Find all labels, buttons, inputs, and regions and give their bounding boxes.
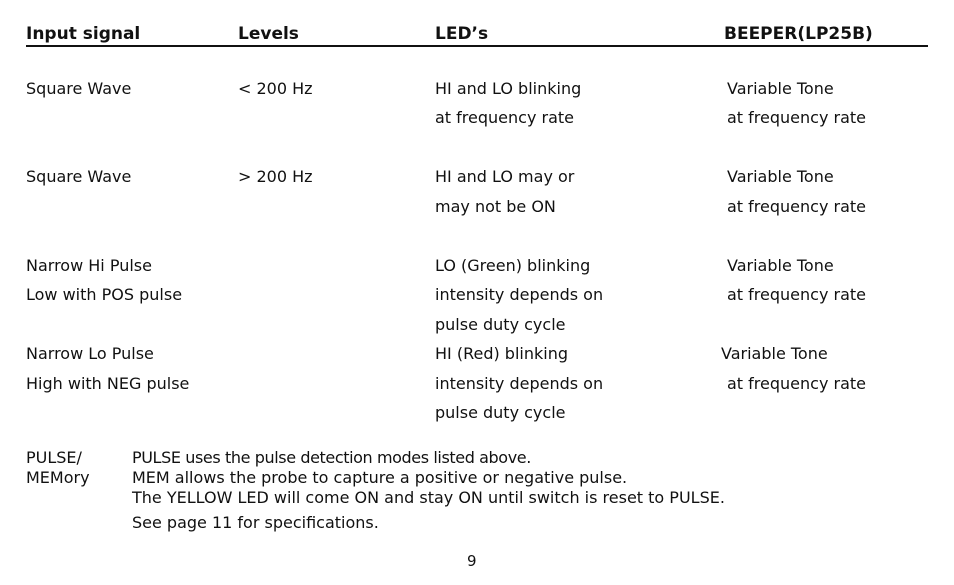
- row1-level: < 200 Hz: [238, 79, 313, 98]
- header-levels: Levels: [238, 24, 299, 44]
- notes-label-line1: PULSE/: [26, 448, 82, 467]
- row1-led-line2: at frequency rate: [435, 108, 574, 127]
- header-beeper: BEEPER(LP25B): [724, 24, 873, 44]
- row4-led-line1: HI (Red) blinking: [435, 344, 568, 363]
- notes-label-line2: MEMory: [26, 468, 90, 487]
- row3-input-line1: Narrow Hi Pulse: [26, 256, 152, 275]
- row3-led-line2: intensity depends on: [435, 285, 604, 304]
- row1-led-line1: HI and LO blinking: [435, 79, 582, 98]
- row1-beeper-line1: Variable Tone: [727, 79, 834, 98]
- header-input-signal: Input signal: [26, 24, 141, 44]
- row2-input: Square Wave: [26, 167, 132, 186]
- row1-beeper-line2: at frequency rate: [727, 108, 866, 127]
- row3-led-line3: pulse duty cycle: [435, 315, 566, 334]
- header-leds: LED’s: [435, 24, 489, 44]
- notes-line4: See page 11 for specifications.: [132, 513, 379, 532]
- row3-input-line2: Low with POS pulse: [26, 285, 183, 304]
- row4-beeper-line1: Variable Tone: [721, 344, 828, 363]
- row2-beeper-line1: Variable Tone: [727, 167, 834, 186]
- row3-beeper-line1: Variable Tone: [727, 256, 834, 275]
- row4-led-line2: intensity depends on: [435, 374, 604, 393]
- row3-beeper-line2: at frequency rate: [727, 285, 866, 304]
- row4-input-line2: High with NEG pulse: [26, 374, 190, 393]
- row2-beeper-line2: at frequency rate: [727, 197, 866, 216]
- row3-led-line1: LO (Green) blinking: [435, 256, 591, 275]
- row4-beeper-line2: at frequency rate: [727, 374, 866, 393]
- page-number: 9: [467, 552, 477, 570]
- row1-input: Square Wave: [26, 79, 132, 98]
- row2-led-line1: HI and LO may or: [435, 167, 575, 186]
- notes-line2: MEM allows the probe to capture a positive or negative pulse.: [132, 468, 628, 487]
- header-underline: [26, 45, 928, 47]
- row4-input-line1: Narrow Lo Pulse: [26, 344, 154, 363]
- notes-line3: The YELLOW LED will come ON and stay ON until switch is reset to PULSE.: [132, 488, 725, 507]
- row2-led-line2: may not be ON: [435, 197, 556, 216]
- notes-line1: PULSE uses the pulse detection modes listed above.: [132, 448, 531, 467]
- row4-led-line3: pulse duty cycle: [435, 403, 566, 422]
- row2-level: > 200 Hz: [238, 167, 313, 186]
